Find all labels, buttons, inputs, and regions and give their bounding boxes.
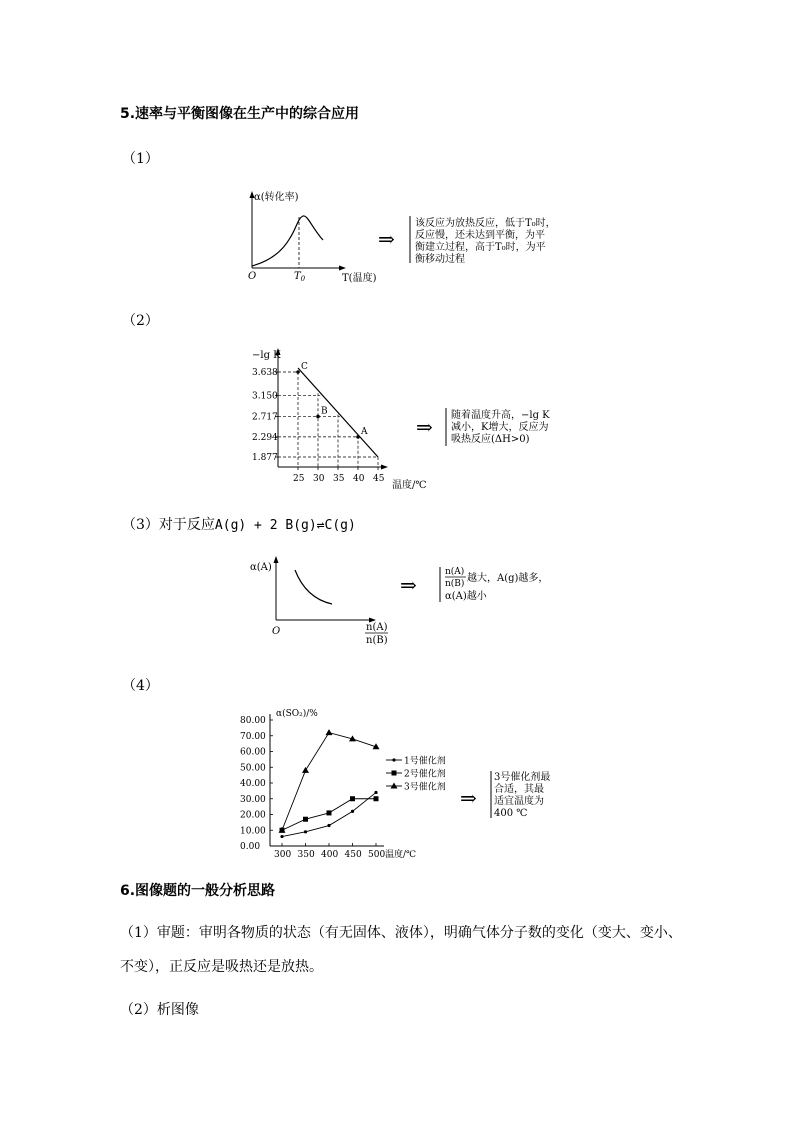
- fig4-series-3-point: [326, 729, 333, 735]
- fig3-x-denominator: n(B): [366, 635, 388, 646]
- fig4-series-2-point: [327, 810, 332, 815]
- fig2-point-a: [356, 435, 360, 439]
- fig4-x-tick-label: 300: [274, 850, 292, 860]
- fig2-note-line-1: 随着温度升高，−lg K: [451, 410, 550, 421]
- figure-3-alpha-vs-ratio: [240, 552, 570, 652]
- fig3-x-numerator: n(A): [366, 622, 388, 633]
- fig1-x-label: T(温度): [342, 273, 377, 284]
- section-6-para-2: （2）析图像: [120, 1002, 199, 1018]
- part-3-reaction: A(g) + 2 B(g)⇌C(g): [214, 518, 356, 533]
- fig2-y-tick-label: 1.877: [252, 453, 278, 463]
- fig2-implies-arrow: ⇒: [416, 415, 433, 439]
- fig1-note-line-4: 衡移动过程: [415, 254, 465, 265]
- fig4-series-1-point: [351, 810, 354, 813]
- part-3-label: [122, 514, 356, 534]
- part-3-prefix: （3）对于反应: [122, 517, 215, 533]
- fig4-legend-label-2: 2号催化剂: [404, 769, 446, 780]
- fig3-note-line-2: α(A)越小: [445, 591, 487, 602]
- fig4-y-label: α(SO₂)/%: [276, 709, 318, 719]
- figure-1-conversion-vs-temperature: [240, 186, 570, 286]
- fig1-y-label: α(转化率): [254, 192, 299, 203]
- fig4-y-tick-label: 70.00: [240, 731, 266, 742]
- fig4-note-line-4: 400 ℃: [494, 808, 528, 819]
- figure-4-so2-conversion-chart: [240, 706, 580, 862]
- fig2-y-tick-label: 2.717: [252, 412, 278, 423]
- section-6-para-1-line-2: 不变），正反应是吸热还是放热。: [120, 959, 323, 975]
- part-2-label: （2）: [122, 313, 159, 329]
- fig4-legend-label-3: 3号催化剂: [404, 782, 446, 793]
- fig4-legend-marker-1: [392, 758, 395, 761]
- fig2-point-c: [296, 370, 300, 374]
- fig4-series-1-point: [304, 830, 307, 833]
- fig4-note-line-3: 适宜温度为: [494, 796, 544, 807]
- fig2-x-arrowhead: [381, 465, 388, 470]
- fig4-legend-marker-2: [392, 771, 397, 776]
- fig4-y-tick-label: 60.00: [240, 747, 266, 758]
- fig2-point-b: [316, 415, 320, 419]
- fig4-x-tick-label: 350: [297, 850, 315, 860]
- fig3-note-numerator: n(A): [445, 567, 465, 577]
- fig2-y-tick-label: 3.150: [252, 391, 278, 402]
- fig2-point-label-c: C: [301, 362, 308, 372]
- fig4-implies-arrow: ⇒: [460, 786, 477, 810]
- fig3-origin: O: [272, 626, 281, 637]
- fig2-x-label: 温度/℃: [392, 480, 427, 491]
- fig4-y-tick-label: 40.00: [240, 779, 266, 789]
- fig2-x-tick-label: 35: [333, 474, 345, 484]
- fig2-point-label-b: B: [321, 406, 328, 417]
- part-1-label: （1）: [122, 151, 159, 167]
- fig4-note-line-1: 3号催化剂最: [494, 772, 551, 783]
- fig2-note-line-3: 吸热反应(ΔH>0): [451, 434, 530, 445]
- fig4-legend-label-1: 1号催化剂: [404, 756, 446, 767]
- fig3-y-arrowhead: [274, 556, 279, 563]
- fig3-implies-arrow: ⇒: [400, 573, 417, 597]
- fig4-series-2-point: [350, 796, 355, 801]
- fig1-curve: [252, 216, 323, 266]
- fig4-series-1-point: [280, 835, 283, 838]
- figure-2-lgk-vs-temperature: [240, 342, 570, 492]
- fig2-y-tick-label: 3.638: [252, 368, 278, 378]
- section-6-para-1-line-1: （1）审题：审明各物质的状态（有无固体、液体），明确气体分子数的变化（变大、变小、: [120, 925, 682, 941]
- fig4-series-1-point: [374, 791, 377, 794]
- fig2-x-tick-label: 45: [373, 474, 385, 484]
- fig1-x-tick-t0: $T_0$: [294, 271, 306, 283]
- fig3-y-label: α(A): [250, 562, 272, 573]
- fig4-y-tick-label: 30.00: [240, 794, 266, 805]
- fig2-x-tick-label: 30: [313, 474, 325, 484]
- fig4-x-label: 温度/℃: [385, 850, 417, 860]
- fig1-x-arrowhead: [339, 266, 346, 271]
- fig4-series-3-point: [302, 767, 309, 773]
- fig2-note-line-2: 减小，K增大，反应为: [451, 422, 549, 433]
- fig3-note-denominator: n(B): [445, 579, 465, 589]
- part-4-label: （4）: [122, 678, 159, 694]
- fig4-note-line-2: 合适，其最: [494, 784, 544, 795]
- fig2-y-label: −lg K: [252, 350, 281, 361]
- fig4-y-tick-label: 20.00: [240, 810, 266, 821]
- fig2-x-tick-label: 40: [353, 474, 365, 484]
- fig4-y-tick-label: 10.00: [240, 826, 266, 837]
- fig4-series-line-3: [282, 733, 376, 831]
- section-6-title: 6.图像题的一般分析思路: [120, 883, 276, 899]
- fig1-implies-arrow: ⇒: [378, 227, 395, 251]
- fig4-x-tick-label: 400: [321, 850, 339, 860]
- fig2-data-line: [298, 368, 378, 457]
- fig2-x-tick-label: 25: [293, 474, 305, 484]
- section-5-title: 5.速率与平衡图像在生产中的综合应用: [120, 106, 360, 122]
- fig2-y-tick-label: 2.294: [252, 432, 278, 443]
- fig2-point-label-a: A: [361, 426, 368, 437]
- fig4-x-tick-label: 450: [344, 850, 362, 860]
- fig4-y-tick-label: 0.00: [240, 842, 261, 852]
- fig1-note-line-2: 反应慢，还未达到平衡，为平: [415, 230, 545, 241]
- fig4-series-2-point: [303, 817, 308, 822]
- fig4-x-tick-label: 500: [368, 850, 386, 860]
- fig4-y-tick-label: 50.00: [240, 763, 266, 774]
- fig3-note-line-1: 越大，A(g)越多，: [467, 573, 549, 584]
- fig1-note-line-3: 衡建立过程，高于T₀时，为平: [415, 242, 546, 253]
- fig4-series-1-point: [327, 824, 330, 827]
- fig4-series-2-point: [374, 796, 379, 801]
- fig3-curve: [295, 570, 332, 604]
- fig4-y-tick-label: 80.00: [240, 716, 266, 726]
- fig1-note-line-1: 该反应为放热反应，低于T₀时，: [415, 218, 556, 229]
- fig4-legend-marker-3: [391, 783, 398, 789]
- fig1-origin: O: [248, 271, 257, 282]
